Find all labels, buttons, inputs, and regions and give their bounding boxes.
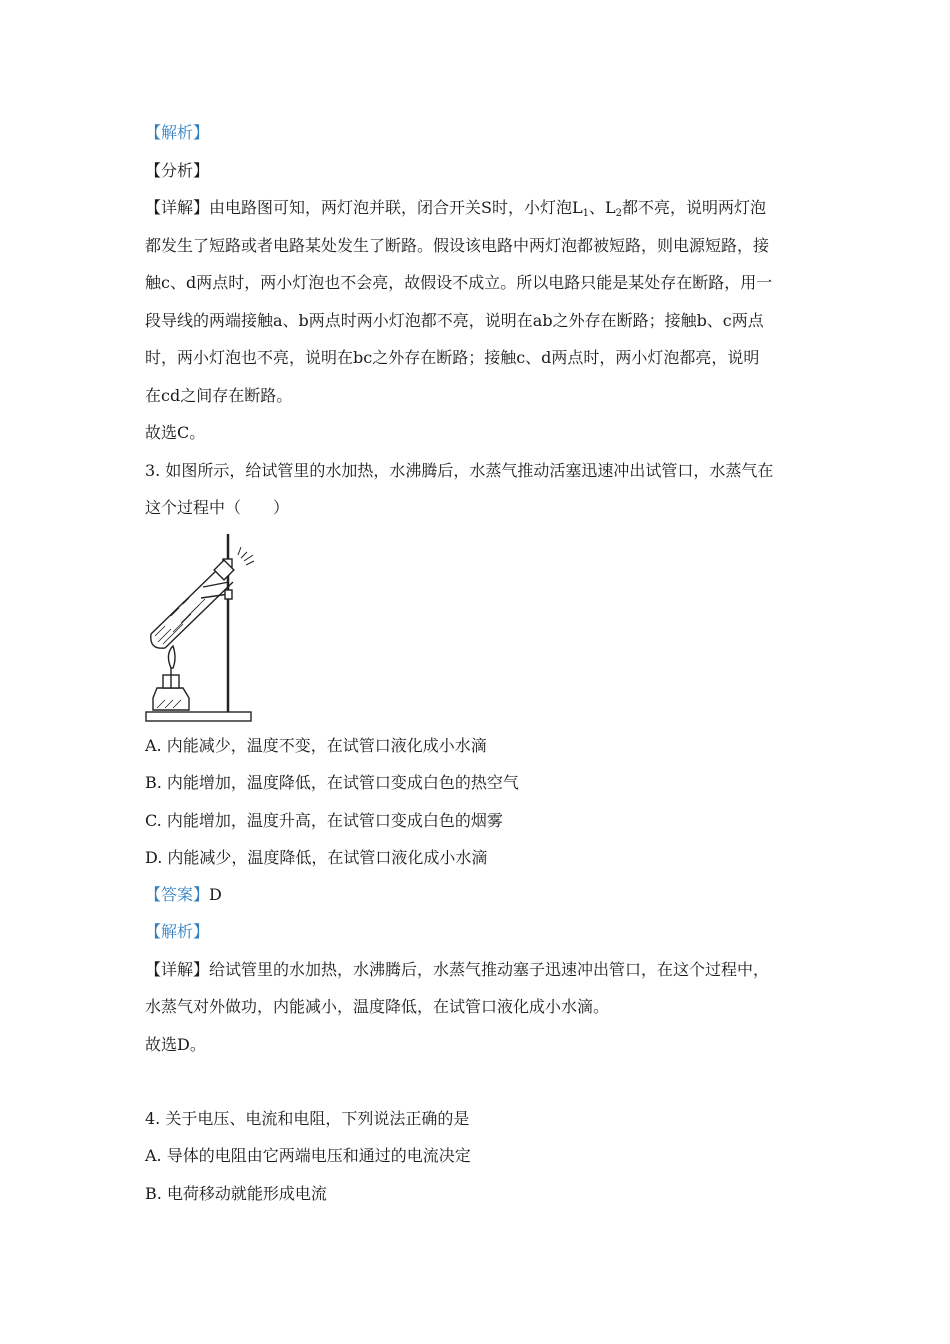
- q3-option-d: D. 内能减少，温度降低，在试管口液化成小水滴: [145, 848, 488, 867]
- q2-detail-line-1: [145, 198, 766, 218]
- q4-option-a: A. 导体的电阻由它两端电压和通过的电流决定: [145, 1146, 471, 1165]
- answer-value: D: [209, 885, 222, 904]
- answer-tag: 【答案】: [145, 885, 210, 904]
- q3-option-b: B. 内能增加，温度降低，在试管口变成白色的热空气: [145, 773, 519, 792]
- subscript: 2: [615, 208, 622, 219]
- steam-lines: [238, 547, 254, 565]
- analysis-tag: 【解析】: [145, 123, 210, 142]
- q3-choice: 故选D。: [145, 1035, 206, 1054]
- text: 、L: [588, 198, 616, 217]
- q3-stem-line-2: 这个过程中（ ）: [145, 498, 290, 517]
- q2-detail-line-2: 都发生了短路或者电路某处发生了断路。假设该电路中两灯泡都被短路，则电源短路，接: [145, 236, 770, 255]
- q2-detail-line-6: 在cd之间存在断路。: [145, 386, 293, 405]
- q3-analysis-tag: 【解析】: [145, 922, 210, 941]
- q3-stem-line-1: 3. 如图所示，给试管里的水加热，水沸腾后，水蒸气推动活塞迅速冲出试管口，水蒸气在: [145, 461, 774, 480]
- q3-detail-line-2: 水蒸气对外做功，内能减小，温度降低，在试管口液化成小水滴。: [145, 997, 610, 1016]
- q4-stem: 4. 关于电压、电流和电阻，下列说法正确的是: [145, 1109, 470, 1128]
- q2-detail-line-4: 段导线的两端接触a、b两点时两小灯泡都不亮，说明在ab之外存在断路；接触b、c两点: [145, 311, 764, 330]
- stand-base: [146, 712, 251, 721]
- clamp-knob-lower: [225, 590, 232, 599]
- test-tube-heating-figure: [143, 530, 263, 725]
- flame: [168, 646, 175, 668]
- q2-detail-line-5: 时，两小灯泡也不亮，说明在bc之外存在断路；接触c、d两点时，两小灯泡都亮，说明: [145, 348, 760, 367]
- test-tube: [151, 568, 233, 648]
- text: 由电路图可知，两灯泡并联，闭合开关S时，小灯泡L: [209, 198, 583, 217]
- clamp-arm-upper: [203, 582, 229, 587]
- text: 给试管里的水加热，水沸腾后，水蒸气推动塞子迅速冲出管口，在这个过程中，: [209, 960, 770, 979]
- q2-detail-line-3: 触c、d两点时，两小灯泡也不会亮，故假设不成立。所以电路只能是某处存在断路，用一: [145, 273, 773, 292]
- detail-tag: 【详解】: [145, 198, 210, 217]
- text: 都不亮，说明两灯泡: [622, 198, 767, 217]
- detail-tag: 【详解】: [145, 960, 210, 979]
- fenxi-tag: 【分析】: [145, 161, 210, 180]
- q3-option-a: A. 内能减少，温度不变，在试管口液化成小水滴: [145, 736, 487, 755]
- q3-answer: [145, 885, 222, 905]
- q4-option-b: B. 电荷移动就能形成电流: [145, 1184, 327, 1203]
- subscript: 1: [582, 208, 589, 219]
- q2-choice: 故选C。: [145, 423, 206, 442]
- q3-detail-line-1: [145, 960, 769, 980]
- q3-option-c: C. 内能增加，温度升高，在试管口变成白色的烟雾: [145, 811, 503, 830]
- lamp-liquid-hatching: [157, 700, 181, 708]
